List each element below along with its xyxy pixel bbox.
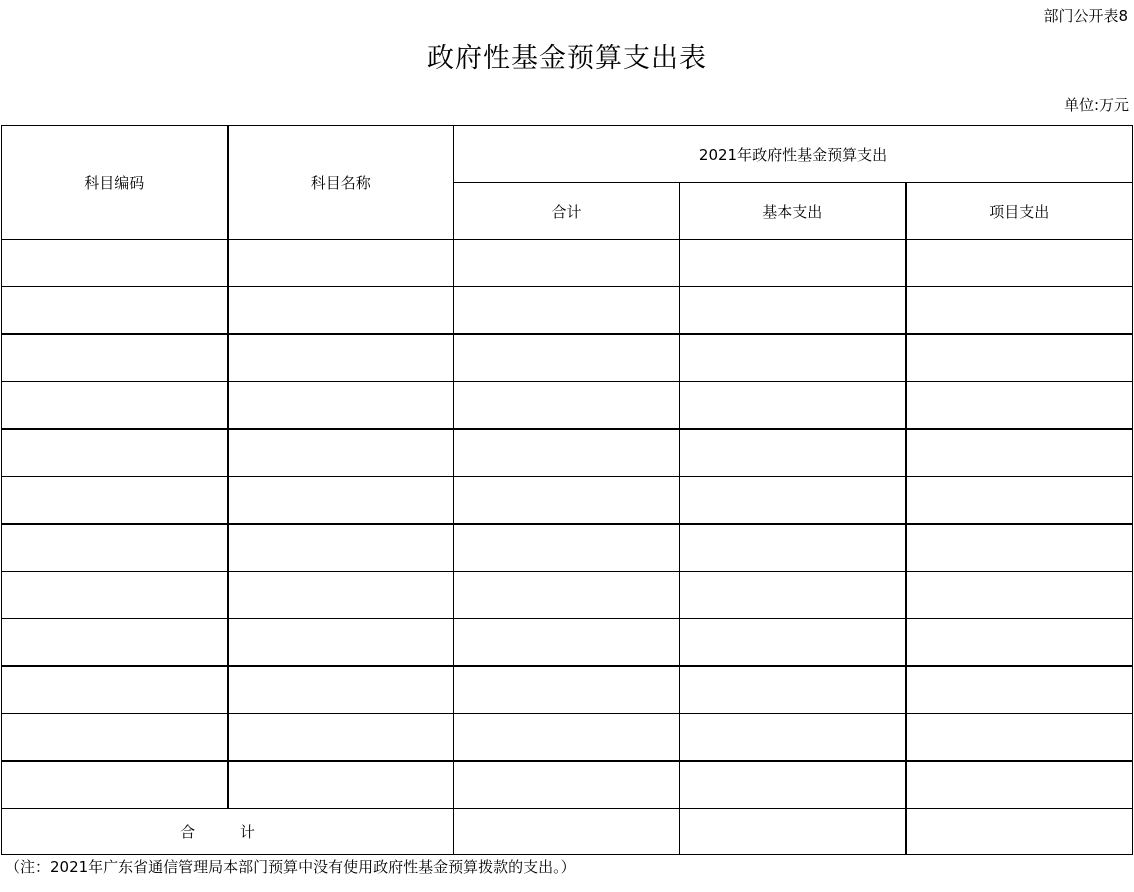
total-row-project [906,809,1133,855]
cell-total [454,477,680,525]
page-title: 政府性基金预算支出表 [427,43,707,74]
cell-code [2,572,228,619]
header-project-expenditure: 项目支出 [906,183,1133,240]
cell-basic [680,761,906,809]
cell-project [906,429,1133,477]
footnote: （注：2021年广东省通信管理局本部门预算中没有使用政府性基金预算拨款的支出。） [5,858,576,876]
header-expenditure-group: 2021年政府性基金预算支出 [454,126,1133,183]
cell-project [906,382,1133,430]
cell-total [454,287,680,335]
cell-project [906,334,1133,382]
cell-basic [680,524,906,572]
cell-name [228,524,454,572]
cell-code [2,714,228,762]
table-row [2,666,1133,714]
table-row [2,524,1133,572]
cell-total [454,240,680,287]
cell-total [454,572,680,619]
cell-basic [680,714,906,762]
cell-code [2,524,228,572]
cell-name [228,429,454,477]
cell-project [906,240,1133,287]
cell-project [906,287,1133,335]
cell-project [906,572,1133,619]
cell-basic [680,287,906,335]
cell-code [2,429,228,477]
table-row [2,714,1133,762]
table-row [2,429,1133,477]
cell-name [228,334,454,382]
cell-code [2,761,228,809]
form-number: 部门公开表8 [1043,7,1128,25]
cell-basic [680,334,906,382]
table-row [2,477,1133,525]
header-basic-expenditure: 基本支出 [680,183,906,240]
cell-total [454,382,680,430]
cell-project [906,524,1133,572]
cell-code [2,382,228,430]
cell-name [228,477,454,525]
cell-project [906,714,1133,762]
cell-basic [680,619,906,667]
unit-label: 单位:万元 [1063,96,1129,114]
cell-name [228,619,454,667]
cell-total [454,714,680,762]
cell-basic [680,429,906,477]
table-row [2,240,1133,287]
header-subject-name: 科目名称 [228,126,454,240]
cell-code [2,619,228,667]
header-total: 合计 [454,183,680,240]
cell-project [906,666,1133,714]
table-row [2,761,1133,809]
cell-total [454,524,680,572]
cell-code [2,334,228,382]
cell-code [2,240,228,287]
cell-name [228,666,454,714]
table-row [2,382,1133,430]
cell-name [228,761,454,809]
cell-total [454,429,680,477]
header-subject-code: 科目编码 [2,126,228,240]
cell-project [906,477,1133,525]
cell-basic [680,572,906,619]
cell-name [228,382,454,430]
table-row [2,334,1133,382]
table-header-row-1 [2,126,1133,183]
cell-total [454,666,680,714]
table-row [2,619,1133,667]
cell-name [228,572,454,619]
cell-basic [680,666,906,714]
cell-code [2,287,228,335]
cell-name [228,240,454,287]
cell-basic [680,477,906,525]
cell-project [906,619,1133,667]
total-row-label: 合 计 [2,809,454,855]
total-row-basic [680,809,906,855]
cell-basic [680,240,906,287]
cell-name [228,714,454,762]
cell-total [454,334,680,382]
table-row [2,572,1133,619]
cell-total [454,761,680,809]
cell-basic [680,382,906,430]
table-total-row [2,809,1133,855]
cell-code [2,666,228,714]
total-row-total [454,809,680,855]
cell-total [454,619,680,667]
budget-table [1,125,1133,855]
cell-name [228,287,454,335]
cell-code [2,477,228,525]
table-row [2,287,1133,335]
cell-project [906,761,1133,809]
